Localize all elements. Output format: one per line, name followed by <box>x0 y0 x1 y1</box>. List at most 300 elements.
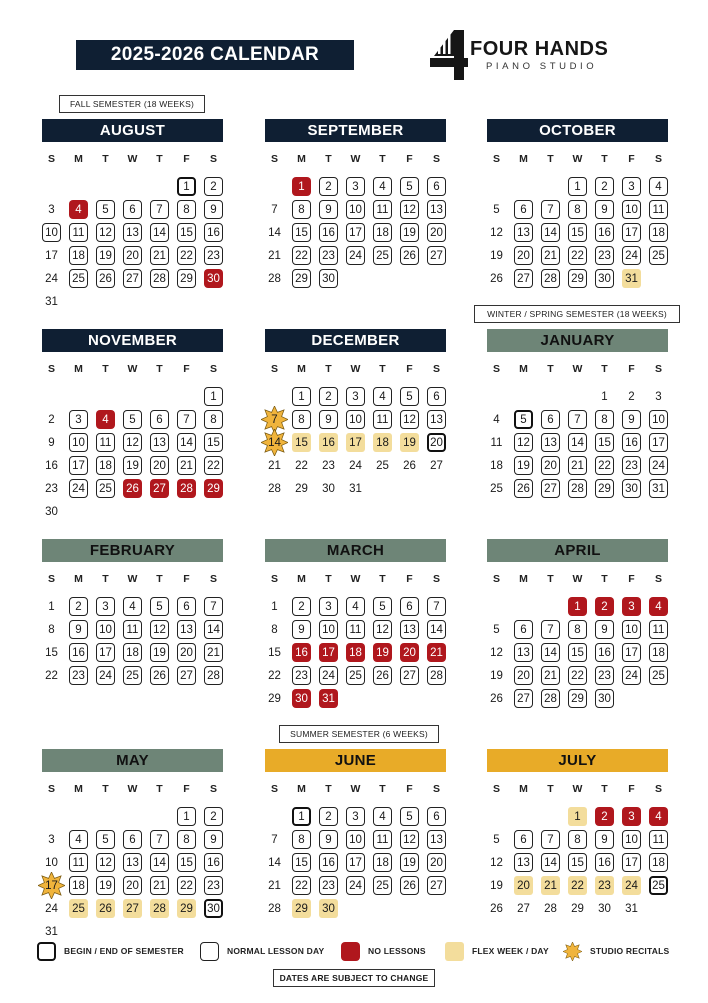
day-normal: 21 <box>150 246 169 265</box>
day-normal: 7 <box>541 620 560 639</box>
day-normal: 6 <box>123 830 142 849</box>
day-normal: 6 <box>427 807 446 826</box>
day-cell: 28 <box>268 902 281 915</box>
day-recital: 17 <box>42 876 61 895</box>
weekday-header: T <box>325 573 332 585</box>
weekday-header: S <box>432 573 440 585</box>
legend-flex-label: FLEX WEEK / DAY <box>472 946 549 956</box>
weekday-header: T <box>379 363 386 375</box>
day-normal: 30 <box>319 269 338 288</box>
day-flex: 22 <box>568 876 587 895</box>
month-header: JANUARY <box>487 329 668 352</box>
day-normal: 15 <box>568 853 587 872</box>
weekday-header: S <box>492 573 500 585</box>
day-normal: 9 <box>595 830 614 849</box>
month-february <box>42 539 228 739</box>
day-normal: 18 <box>69 246 88 265</box>
day-normal: 20 <box>541 456 560 475</box>
day-normal: 18 <box>649 853 668 872</box>
summer-semester-label: SUMMER SEMESTER (6 WEEKS) <box>279 725 439 743</box>
day-normal: 11 <box>373 410 392 429</box>
day-cell: 22 <box>45 669 58 682</box>
weekday-header: T <box>601 783 608 795</box>
day-normal: 23 <box>204 876 223 895</box>
day-normal: 19 <box>123 456 142 475</box>
weekday-header: T <box>102 153 109 165</box>
day-flex: 23 <box>595 876 614 895</box>
day-normal: 9 <box>622 410 641 429</box>
legend-flex <box>445 940 549 962</box>
day-normal: 10 <box>346 200 365 219</box>
weekday-header: F <box>628 153 635 165</box>
day-normal: 21 <box>204 643 223 662</box>
day-cell: 26 <box>490 272 503 285</box>
day-normal: 28 <box>541 269 560 288</box>
day-normal: 11 <box>649 830 668 849</box>
day-normal: 18 <box>123 643 142 662</box>
day-cell: 14 <box>268 226 281 239</box>
day-normal: 5 <box>373 597 392 616</box>
weekday-header: M <box>74 363 83 375</box>
day-cell: 1 <box>271 600 278 613</box>
day-normal: 23 <box>319 246 338 265</box>
day-normal: 3 <box>622 177 641 196</box>
day-normal: 15 <box>568 643 587 662</box>
weekday-header: T <box>547 363 554 375</box>
month-header: OCTOBER <box>487 119 668 142</box>
weekday-header: S <box>47 573 55 585</box>
day-cell: 24 <box>349 459 362 472</box>
day-cell: 21 <box>268 249 281 262</box>
begin-end-swatch <box>37 942 56 961</box>
day-normal: 10 <box>42 223 61 242</box>
day-normal: 10 <box>622 830 641 849</box>
day-normal: 6 <box>400 597 419 616</box>
weekday-header: M <box>297 573 306 585</box>
day-normal: 26 <box>150 666 169 685</box>
day-normal: 22 <box>568 666 587 685</box>
month-header: NOVEMBER <box>42 329 223 352</box>
day-flex: 27 <box>123 899 142 918</box>
weekday-header: S <box>654 363 662 375</box>
legend-no-lessons-label: NO LESSONS <box>368 946 426 956</box>
month-september <box>265 119 451 319</box>
day-normal: 14 <box>150 853 169 872</box>
day-normal: 16 <box>319 853 338 872</box>
day-normal: 13 <box>514 643 533 662</box>
weekday-header: F <box>406 573 413 585</box>
day-normal: 7 <box>541 200 560 219</box>
day-cell: 19 <box>490 249 503 262</box>
day-cell: 26 <box>490 692 503 705</box>
day-normal: 17 <box>346 853 365 872</box>
day-normal: 19 <box>400 223 419 242</box>
day-normal: 11 <box>123 620 142 639</box>
day-normal: 14 <box>541 643 560 662</box>
day-normal: 7 <box>150 200 169 219</box>
day-cell: 19 <box>490 669 503 682</box>
day-begin-end: 1 <box>292 807 311 826</box>
day-normal: 14 <box>427 620 446 639</box>
weekday-header: T <box>156 363 163 375</box>
day-normal: 10 <box>346 830 365 849</box>
day-normal: 7 <box>568 410 587 429</box>
day-normal: 20 <box>123 246 142 265</box>
weekday-header: W <box>572 573 583 585</box>
day-cell: 3 <box>48 203 55 216</box>
day-normal: 13 <box>427 200 446 219</box>
weekday-header: T <box>156 153 163 165</box>
day-no-lessons: 29 <box>204 479 223 498</box>
day-no-lessons: 4 <box>96 410 115 429</box>
day-normal: 8 <box>204 410 223 429</box>
day-flex: 20 <box>514 876 533 895</box>
day-normal: 2 <box>204 807 223 826</box>
day-normal: 28 <box>150 269 169 288</box>
day-normal: 17 <box>649 433 668 452</box>
day-normal: 20 <box>123 876 142 895</box>
piano-keys-logo-icon <box>430 28 468 82</box>
weekday-header: F <box>406 363 413 375</box>
winter-spring-semester-label: WINTER / SPRING SEMESTER (18 WEEKS) <box>474 305 680 323</box>
day-normal: 20 <box>150 456 169 475</box>
day-normal: 26 <box>514 479 533 498</box>
day-normal: 8 <box>568 830 587 849</box>
weekday-header: M <box>519 783 528 795</box>
day-flex: 25 <box>69 899 88 918</box>
day-normal: 16 <box>319 223 338 242</box>
day-cell: 15 <box>45 646 58 659</box>
day-begin-end: 5 <box>514 410 533 429</box>
day-flex: 18 <box>373 433 392 452</box>
day-normal: 13 <box>427 830 446 849</box>
day-normal: 8 <box>595 410 614 429</box>
day-cell: 28 <box>544 902 557 915</box>
day-no-lessons: 4 <box>649 597 668 616</box>
day-normal: 15 <box>292 223 311 242</box>
day-normal: 12 <box>400 200 419 219</box>
day-normal: 28 <box>427 666 446 685</box>
day-normal: 23 <box>204 246 223 265</box>
day-normal: 4 <box>346 597 365 616</box>
day-cell: 15 <box>268 646 281 659</box>
weekday-header: W <box>350 783 361 795</box>
legend-normal <box>200 940 324 962</box>
weekday-header: S <box>209 783 217 795</box>
day-normal: 28 <box>204 666 223 685</box>
day-normal: 27 <box>427 876 446 895</box>
day-cell: 29 <box>268 692 281 705</box>
day-normal: 6 <box>150 410 169 429</box>
weekday-header: S <box>432 783 440 795</box>
weekday-header: W <box>572 363 583 375</box>
weekday-header: F <box>183 363 190 375</box>
day-no-lessons: 28 <box>177 479 196 498</box>
day-normal: 25 <box>346 666 365 685</box>
day-normal: 13 <box>541 433 560 452</box>
weekday-header: F <box>628 363 635 375</box>
day-cell: 8 <box>48 623 55 636</box>
weekday-header: M <box>74 783 83 795</box>
day-normal: 22 <box>568 246 587 265</box>
day-no-lessons: 17 <box>319 643 338 662</box>
day-normal: 20 <box>427 853 446 872</box>
day-normal: 8 <box>292 410 311 429</box>
weekday-header: S <box>492 783 500 795</box>
day-normal: 24 <box>346 876 365 895</box>
weekday-header: W <box>127 363 138 375</box>
day-normal: 23 <box>319 876 338 895</box>
weekday-header: F <box>628 573 635 585</box>
day-cell: 9 <box>48 436 55 449</box>
day-cell: 3 <box>655 390 662 403</box>
day-normal: 17 <box>346 223 365 242</box>
weekday-header: S <box>654 783 662 795</box>
day-normal: 17 <box>622 223 641 242</box>
day-normal: 22 <box>292 876 311 895</box>
day-normal: 13 <box>177 620 196 639</box>
day-normal: 30 <box>595 689 614 708</box>
day-normal: 11 <box>649 620 668 639</box>
weekday-header: M <box>74 153 83 165</box>
day-normal: 5 <box>150 597 169 616</box>
day-normal: 9 <box>319 410 338 429</box>
month-header: APRIL <box>487 539 668 562</box>
day-normal: 11 <box>69 223 88 242</box>
day-cell: 26 <box>490 902 503 915</box>
day-cell: 21 <box>268 459 281 472</box>
day-normal: 24 <box>69 479 88 498</box>
weekday-header: T <box>601 363 608 375</box>
weekday-header: T <box>156 783 163 795</box>
weekday-header: S <box>47 783 55 795</box>
day-normal: 17 <box>622 853 641 872</box>
day-no-lessons: 30 <box>204 269 223 288</box>
day-normal: 9 <box>204 200 223 219</box>
weekday-header: T <box>325 783 332 795</box>
month-july <box>487 749 673 949</box>
day-normal: 24 <box>319 666 338 685</box>
day-normal: 27 <box>514 689 533 708</box>
day-normal: 27 <box>541 479 560 498</box>
weekday-header: T <box>102 363 109 375</box>
day-normal: 15 <box>292 853 311 872</box>
weekday-header: T <box>325 363 332 375</box>
day-cell: 19 <box>490 879 503 892</box>
weekday-header: T <box>102 783 109 795</box>
day-normal: 9 <box>595 620 614 639</box>
day-normal: 22 <box>292 246 311 265</box>
legend-begin-end <box>37 940 184 962</box>
month-january <box>487 329 673 529</box>
day-normal: 11 <box>373 830 392 849</box>
day-normal: 15 <box>177 223 196 242</box>
day-normal: 6 <box>514 830 533 849</box>
day-normal: 3 <box>346 177 365 196</box>
day-no-lessons: 1 <box>292 177 311 196</box>
weekday-header: M <box>297 783 306 795</box>
studio-logo <box>430 28 640 84</box>
day-begin-end: 30 <box>204 899 223 918</box>
day-cell: 5 <box>493 833 500 846</box>
day-normal: 17 <box>96 643 115 662</box>
day-normal: 22 <box>595 456 614 475</box>
day-normal: 17 <box>69 456 88 475</box>
legend-begin-end-label: BEGIN / END OF SEMESTER <box>64 946 184 956</box>
day-begin-end: 20 <box>427 433 446 452</box>
flex-swatch <box>445 942 464 961</box>
day-normal: 14 <box>204 620 223 639</box>
day-normal: 9 <box>319 830 338 849</box>
calendar-title: 2025-2026 CALENDAR <box>76 40 354 70</box>
day-normal: 3 <box>96 597 115 616</box>
day-normal: 6 <box>541 410 560 429</box>
month-may <box>42 749 228 949</box>
weekday-header: S <box>47 363 55 375</box>
day-normal: 18 <box>649 643 668 662</box>
weekday-header: S <box>270 783 278 795</box>
day-normal: 21 <box>541 666 560 685</box>
no-lessons-swatch <box>341 942 360 961</box>
month-october <box>487 119 673 319</box>
day-normal: 26 <box>373 666 392 685</box>
day-normal: 13 <box>427 410 446 429</box>
day-cell: 2 <box>628 390 635 403</box>
weekday-header: T <box>547 153 554 165</box>
day-normal: 21 <box>150 876 169 895</box>
weekday-header: F <box>183 783 190 795</box>
day-flex: 19 <box>400 433 419 452</box>
day-normal: 22 <box>177 246 196 265</box>
day-normal: 8 <box>292 200 311 219</box>
day-begin-end: 1 <box>177 177 196 196</box>
weekday-header: W <box>350 363 361 375</box>
recital-star-icon <box>563 942 582 961</box>
day-normal: 7 <box>204 597 223 616</box>
weekday-header: S <box>492 153 500 165</box>
day-normal: 3 <box>346 387 365 406</box>
weekday-header: S <box>270 153 278 165</box>
day-normal: 3 <box>69 410 88 429</box>
day-normal: 12 <box>150 620 169 639</box>
day-normal: 2 <box>319 177 338 196</box>
weekday-header: M <box>519 363 528 375</box>
day-flex: 30 <box>319 899 338 918</box>
day-cell: 23 <box>322 459 335 472</box>
weekday-header: W <box>127 573 138 585</box>
day-normal: 2 <box>292 597 311 616</box>
day-normal: 11 <box>69 853 88 872</box>
weekday-header: M <box>519 573 528 585</box>
day-normal: 4 <box>649 177 668 196</box>
day-normal: 19 <box>400 853 419 872</box>
day-normal: 24 <box>649 456 668 475</box>
day-normal: 18 <box>649 223 668 242</box>
day-normal: 5 <box>123 410 142 429</box>
day-normal: 7 <box>150 830 169 849</box>
day-normal: 15 <box>595 433 614 452</box>
day-normal: 14 <box>541 853 560 872</box>
day-normal: 3 <box>346 807 365 826</box>
month-header: AUGUST <box>42 119 223 142</box>
weekday-header: S <box>432 363 440 375</box>
day-normal: 20 <box>177 643 196 662</box>
day-normal: 14 <box>541 223 560 242</box>
day-normal: 10 <box>649 410 668 429</box>
weekday-header: F <box>183 153 190 165</box>
weekday-header: W <box>127 153 138 165</box>
day-flex: 15 <box>292 433 311 452</box>
day-normal: 11 <box>373 200 392 219</box>
day-normal: 28 <box>541 689 560 708</box>
day-normal: 29 <box>568 269 587 288</box>
legend-recitals-label: STUDIO RECITALS <box>590 946 670 956</box>
legend <box>0 940 708 964</box>
day-normal: 29 <box>292 269 311 288</box>
day-normal: 3 <box>319 597 338 616</box>
day-normal: 11 <box>96 433 115 452</box>
day-cell: 3 <box>48 833 55 846</box>
day-normal: 7 <box>541 830 560 849</box>
day-cell: 21 <box>268 879 281 892</box>
day-normal: 20 <box>427 223 446 242</box>
day-recital: 7 <box>265 410 284 429</box>
day-normal: 13 <box>514 223 533 242</box>
weekday-header: S <box>47 153 55 165</box>
day-normal: 5 <box>400 177 419 196</box>
weekday-header: F <box>406 783 413 795</box>
day-cell: 31 <box>349 482 362 495</box>
day-normal: 9 <box>595 200 614 219</box>
day-normal: 16 <box>622 433 641 452</box>
studio-name: FOUR HANDS <box>470 38 609 60</box>
fall-semester-label: FALL SEMESTER (18 WEEKS) <box>59 95 205 113</box>
day-cell: 30 <box>45 505 58 518</box>
day-no-lessons: 3 <box>622 807 641 826</box>
day-normal: 21 <box>541 246 560 265</box>
day-flex: 1 <box>568 807 587 826</box>
day-normal: 13 <box>400 620 419 639</box>
day-cell: 29 <box>295 482 308 495</box>
day-normal: 28 <box>568 479 587 498</box>
weekday-header: S <box>654 573 662 585</box>
day-flex: 21 <box>541 876 560 895</box>
day-normal: 25 <box>69 269 88 288</box>
day-cell: 5 <box>493 623 500 636</box>
day-normal: 10 <box>319 620 338 639</box>
day-normal: 7 <box>177 410 196 429</box>
day-cell: 2 <box>48 413 55 426</box>
weekday-header: T <box>325 153 332 165</box>
day-normal: 15 <box>204 433 223 452</box>
day-normal: 1 <box>204 387 223 406</box>
day-normal: 9 <box>319 200 338 219</box>
weekday-header: T <box>547 783 554 795</box>
weekday-header: T <box>379 573 386 585</box>
day-flex: 29 <box>177 899 196 918</box>
day-normal: 1 <box>568 177 587 196</box>
weekday-header: W <box>572 153 583 165</box>
day-normal: 6 <box>427 177 446 196</box>
day-normal: 14 <box>177 433 196 452</box>
day-normal: 23 <box>595 246 614 265</box>
day-normal: 27 <box>427 246 446 265</box>
weekday-header: S <box>432 153 440 165</box>
day-normal: 23 <box>292 666 311 685</box>
day-normal: 14 <box>150 223 169 242</box>
day-cell: 8 <box>271 623 278 636</box>
day-cell: 31 <box>625 902 638 915</box>
